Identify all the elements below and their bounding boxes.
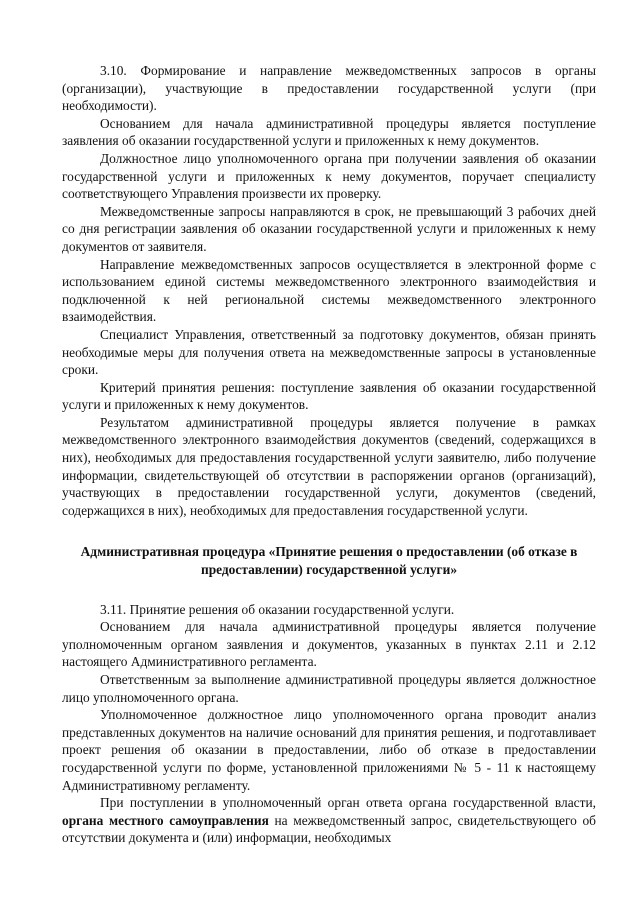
paragraph-procedure-result: Результатом административной процедуры является получение в рамках межведомственного электронного взаимодействия документов (сведений, содержащихся в них), необходимых для предоставления государственной услуги заявителю, либо получение информации, свидетельствующей об отсутствии в распоряжении органов (организаций), участвующих в предоставлении государственной услуги, документов (сведений, содержащихся в них), необходимых для предоставления государственной услуги. — [62, 414, 596, 518]
paragraph-text-start: При поступлении в уполномоченный орган ответа органа государственной власти, — [100, 795, 596, 811]
paragraph-official-check: Должностное лицо уполномоченного органа при получении заявления об оказании государственной услуги и приложенных к нему документов, поручает специалисту соответствующего Управления произвести их проверку. — [62, 150, 596, 202]
paragraph-3-11-title: 3.11. Принятие решения об оказании государственной услуги. — [100, 601, 455, 617]
section-heading: Административная процедура «Принятие решения о предоставлении (об отказе в предоставлении) государственной услуги» — [80, 544, 578, 578]
paragraph-text-end: на межведомственный запрос, свидетельствующего об отсутствии документа и (или) информации, необходимых — [62, 812, 596, 846]
paragraph-basis-2: Основанием для начала административной процедуры является получение уполномоченным органом заявления и документов, указанных в пунктах 2.11 и 2.12 настоящего Административного регламента. — [62, 619, 596, 670]
paragraph-responsible: Ответственным за выполнение административной процедуры является должностное лицо уполномоченного органа. — [62, 672, 596, 705]
paragraph-basis: Основанием для начала административной процедуры является поступление заявления об оказании государственной услуги и приложенных к нему документов. — [62, 115, 596, 149]
paragraph-decision-criterion: Критерий принятия решения: поступление заявления об оказании государственной услуги и приложенных к нему документов. — [62, 379, 596, 413]
paragraph-electronic-form: Направление межведомственных запросов осуществляется в электронной форме с использованием единой системы межведомственного электронного взаимодействия и подключенной к ней региональной системы межведомственного электронного взаимодействия. — [62, 256, 596, 325]
paragraph-request-deadline: Межведомственные запросы направляются в срок, не превышающий 3 рабочих дней со дня регистрации заявления об оказании государственной услуги и приложенных к нему документов от заявителя. — [62, 203, 596, 254]
paragraph-specialist-duty: Специалист Управления, ответственный за подготовку документов, обязан принять необходимые меры для получения ответа на межведомственные запросы в установленные сроки. — [62, 326, 596, 378]
paragraph-response-received — [62, 794, 596, 847]
paragraph-3-10-title: 3.10. Формирование и направление межведомственных запросов в органы (организации), участвующие в предоставлении государственной услуги (при необходимости). — [62, 63, 596, 114]
paragraph-text-bold: органа местного самоуправления — [62, 812, 269, 828]
paragraph-analysis: Уполномоченное должностное лицо уполномоченного органа проводит анализ представленных документов на наличие оснований для принятия решения, и подготавливает проект решения об оказании в предоставлении, либо об отказе в предоставлении государственной услуги по форме, установленной приложениями № 5 - 11 к настоящему Административному регламенту. — [62, 707, 596, 793]
